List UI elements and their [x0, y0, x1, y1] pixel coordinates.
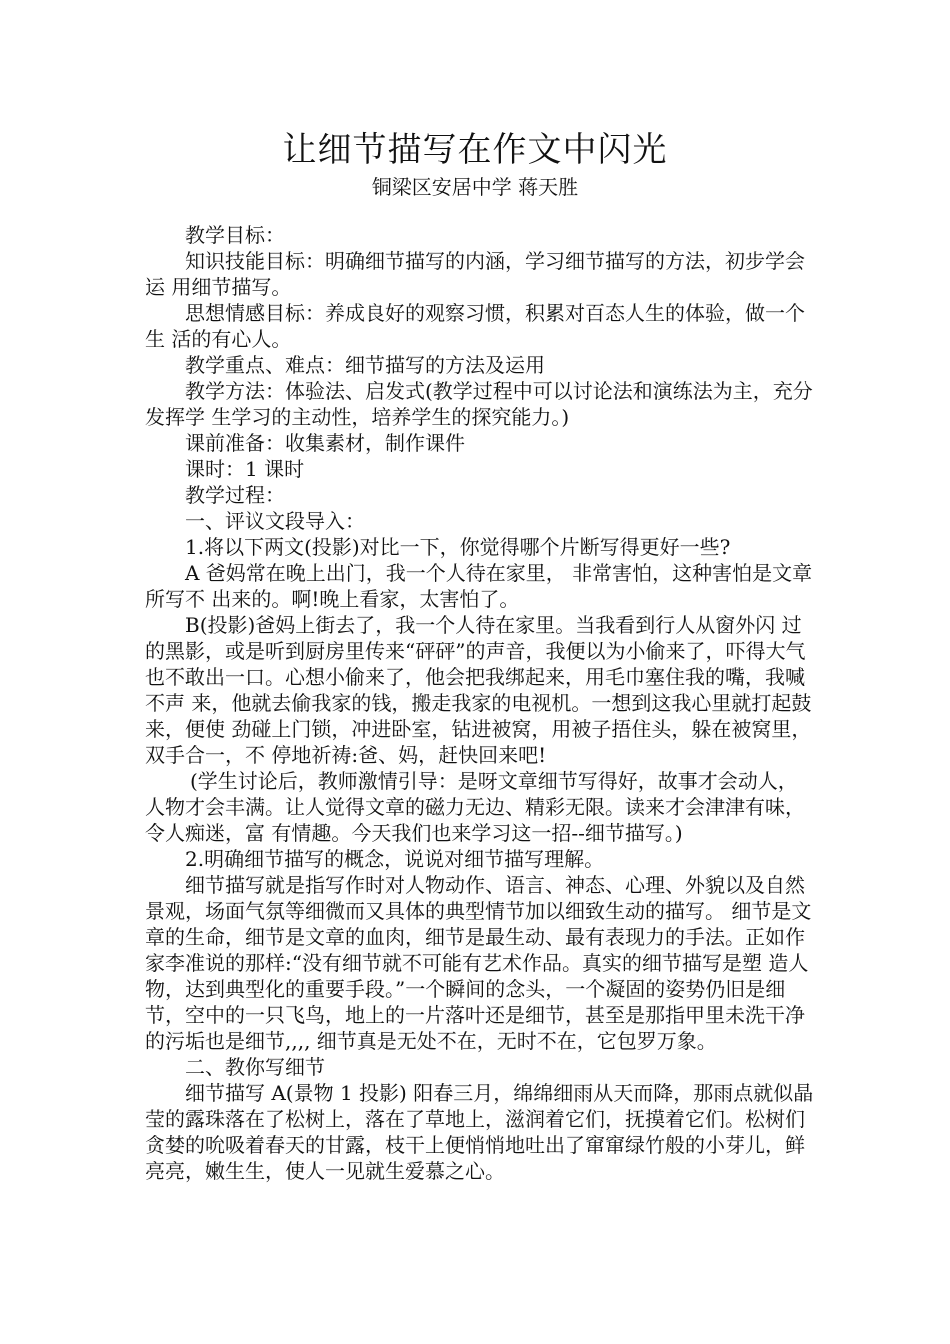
paragraph-class-hours: 课时：1 课时 [185, 457, 305, 481]
paragraph-knowledge-goal: 知识技能目标：明确细节描写的内涵，学习细节描写的方法，初步学会运 用细节描写。 [145, 249, 805, 299]
section-heading-2: 二、教你写细节 [185, 1055, 325, 1079]
paragraph-scenery-example: 细节描写 A(景物 1 投影) 阳春三月，绵绵细雨从天而降，那雨点就似晶莹的露珠落在了松树上，落在了草地上，滋润着它们，抚摸着它们。松树们贪婪的吮吸着春天的甘露，枝干上便悄悄地吐出了窜窜绿竹般的小芽儿，鲜亮亮，嫩生生，使人一见就生爱慕之心。 [145, 1081, 814, 1183]
paragraph-concept-prompt: 2.明确细节描写的概念，说说对细节描写理解。 [185, 847, 605, 871]
document-body [145, 222, 817, 1184]
paragraph-preparation: 课前准备：收集素材，制作课件 [185, 431, 465, 455]
section-heading-1: 一、评议文段导入： [185, 509, 365, 533]
paragraph-discussion: (学生讨论后，教师激情引导：是呀文章细节写得好，故事才会动人， 人物才会丰满。让人觉得文章的磁力无边、精彩无限。读来才会津津有味，令人痴迷，富 有情趣。今天我们也来学习这一招--细节描写。) [145, 769, 805, 845]
paragraph-sample-b: B(投影)爸妈上街去了，我一个人待在家里。当我看到行人从窗外闪 过的黑影，或是听到厨房里传来“砰砰”的声音，我便以为小偷来了，吓得大气 也不敢出一口。心想小偷来了，他会把我绑起来，用毛巾塞住我的嘴，我喊不声 来，他就去偷我家的钱，搬走我家的电视机。一想到这我心里就打起鼓来，便使 劲碰上门锁，冲进卧室，钻进被窝，用被子捂住头，躲在被窝里，双手合一，不 停地祈祷:爸、妈，赶快回来吧! [145, 613, 812, 767]
paragraph-process-heading: 教学过程： [185, 483, 285, 507]
paragraph-emotion-goal: 思想情感目标：养成良好的观察习惯，积累对百态人生的体验，做一个生 活的有心人。 [145, 301, 805, 351]
paragraph-sample-a: A 爸妈常在晚上出门，我一个人待在家里， 非常害怕，这种害怕是文章所写不 出来的。啊!晚上看家，太害怕了。 [145, 561, 813, 611]
paragraph-key-points: 教学重点、难点：细节描写的方法及运用 [185, 353, 545, 377]
paragraph-concept-definition: 细节描写就是指写作时对人物动作、语言、神态、心理、外貌以及自然景观，场面气氛等细微而又具体的典型情节加以细致生动的描写。 细节是文章的生命，细节是文章的血肉，细节是最生动、最有表现力的手法。正如作家李准说的那样:“没有细节就不可能有艺术作品。真实的细节描写是塑 造人物，达到典型化的重要手段。”一个瞬间的念头，一个凝固的姿势仍旧是细节，空中的一只飞鸟，地上的一片落叶还是细节，甚至是那指甲里未洗干净的污垢也是细节,,,, 细节真是无处不在，无时不在，它包罗万象。 [145, 873, 812, 1053]
paragraph-compare-prompt: 1.将以下两文(投影)对比一下，你觉得哪个片断写得更好一些? [185, 535, 731, 559]
paragraph-teaching-method: 教学方法：体验法、启发式(教学过程中可以讨论法和演练法为主，充分发挥学 生学习的主动性，培养学生的探究能力。) [145, 379, 813, 429]
document-author-line: 铜梁区安居中学 蒋天胜 [371, 175, 579, 199]
document-title: 让细节描写在作文中闪光 [282, 130, 668, 170]
paragraph-teaching-goals: 教学目标： [185, 223, 285, 247]
